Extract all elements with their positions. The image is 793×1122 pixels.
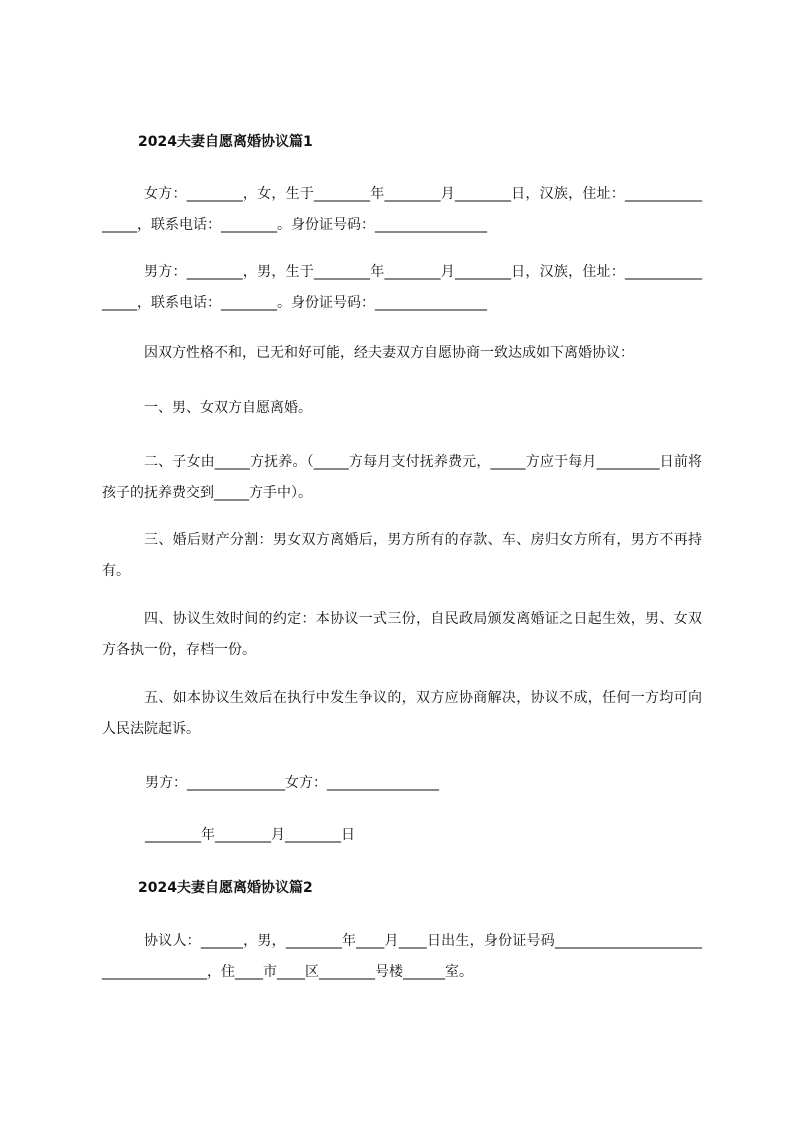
clause-5: 五、如本协议生效后在执行中发生争议的，双方应协商解决，协议不成，任何一方均可向人民法院起诉。: [102, 690, 702, 737]
clause-2: 二、子女由_____方抚养。（_____方每月支付抚养费元，_____方应于每月_________日前将孩子的抚养费交到_____方手中）。: [102, 454, 702, 501]
female-party-info: 女方：________，女，生于________年________月________日，汉族，住址：________________，联系电话：________。身份证号码：________________: [102, 186, 702, 233]
date-line: ________年________月________日: [145, 827, 355, 843]
heading-part-1: 2024夫妻自愿离婚协议篇1: [138, 134, 313, 150]
clause-3: 三、婚后财产分割：男女双方离婚后，男方所有的存款、车、房归女方所有，男方不再持有。: [102, 532, 702, 579]
heading-part-2: 2024夫妻自愿离婚协议篇2: [138, 880, 313, 896]
clause-1: 一、男、女双方自愿离婚。: [144, 400, 312, 416]
party-info: 协议人：______，男，________年____月____日出生，身份证号码____________________________________，住____市____区________号楼______室。: [102, 933, 702, 980]
clause-4: 四、协议生效时间的约定：本协议一式三份，自民政局颁发离婚证之日起生效，男、女双方各执一份，存档一份。: [102, 611, 702, 658]
agreement-intro: 因双方性格不和，已无和好可能，经夫妻双方自愿协商一致达成如下离婚协议：: [144, 345, 634, 361]
male-party-info: 男方：________，男，生于________年________月________日，汉族，住址：________________，联系电话：________。身份证号码：________________: [102, 264, 702, 311]
signature-line: 男方：______________女方：________________: [145, 775, 439, 791]
